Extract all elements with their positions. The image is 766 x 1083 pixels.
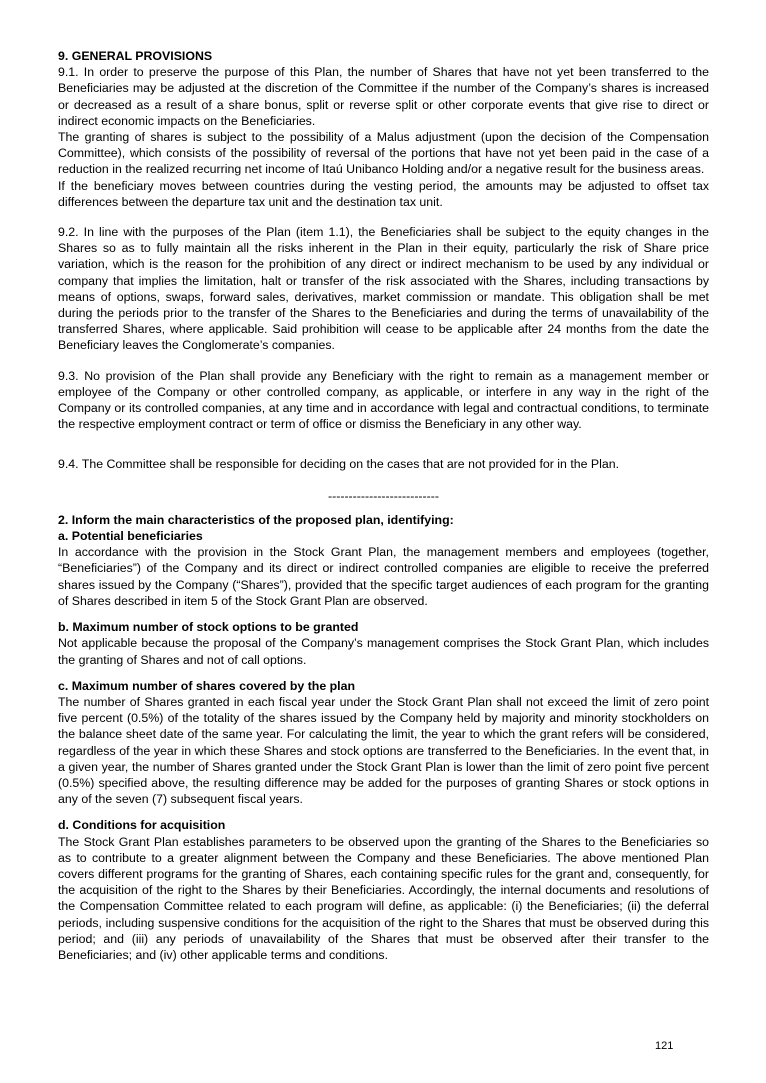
section-separator: --------------------------- [328,488,439,503]
paragraph-9-1-tax: If the beneficiary moves between countries during the vesting period, the amounts may be adjusted to offset tax differences between the departure tax unit and the destination tax unit. [58,178,709,209]
max-shares-title: c. Maximum number of shares covered by the plan [58,678,356,693]
paragraph-9-1: 9.1. In order to preserve the purpose of this Plan, the number of Shares that have not yet been transferred to the Beneficiaries may be adjusted at the discretion of the Committee if the number of the Company’s shares is increased or decreased as a result of a share bonus, split or reverse split or other corporate events that give rise to direct or indirect economic impacts on the Beneficiaries. [58,65,709,128]
section-2-heading: 2. Inform the main characteristics of the proposed plan, identifying: [58,512,454,527]
paragraph-9-4: 9.4. The Committee shall be responsible for deciding on the cases that are not provided for in the Plan. [58,457,620,472]
section-9-heading: 9. GENERAL PROVISIONS [58,49,213,63]
paragraph-9-1-malus: The granting of shares is subject to the possibility of a Malus adjustment (upon the decision of the Compensation Committee), which consists of the possibility of reversal of the portions that have not yet been paid in the case of a reduction in the realized recurring net income of Itaú Unibanco Holding and/or a negative result for the business areas. [58,130,709,177]
acquisition-conditions-title: d. Conditions for acquisition [58,818,226,833]
potential-beneficiaries-title: a. Potential beneficiaries [58,529,203,544]
document-page [58,48,709,963]
paragraph-9-3: 9.3. No provision of the Plan shall provide any Beneficiary with the right to remain as a management member or employee of the Company or other controlled company, as applicable, or interfere in any way in the right of the Company or its controlled companies, at any time and in accordance with legal and contractual conditions, to terminate the respective employment contract or term of office or dismiss the Beneficiary in any other way. [58,368,709,432]
max-stock-options-title: b. Maximum number of stock options to be granted [58,620,359,635]
acquisition-conditions-text: The Stock Grant Plan establishes parameters to be observed upon the granting of the Shares to the Beneficiaries so as to contribute to a greater alignment between the Company and these Beneficiaries. The above mentioned Plan covers different programs for the granting of Shares, each containing specific rules for the grant and, consequently, for the acquisition of the right to the Shares by their Beneficiaries. Accordingly, the internal documents and resolutions of the Compensation Committee related to each program will define, as applicable: (i) the Beneficiaries; (ii) the deferral periods, including suspensive conditions for the acquisition of the right to the Shares that must be observed during this period; and (iii) any periods of unavailability of the Shares that must be observed after their transfer to the Beneficiaries; and (iv) other applicable terms and conditions. [58,834,709,962]
max-shares-text: The number of Shares granted in each fiscal year under the Stock Grant Plan shall not exceed the limit of zero point five percent (0.5%) of the totality of the shares issued by the Company held by majority and minority stockholders on the balance sheet date of the same year. For calculating the limit, the year to which the grant refers will be considered, regardless of the year in which these Shares and stock options are transferred to the Beneficiaries. In the event that, in a given year, the number of Shares granted under the Stock Grant Plan is lower than the limit of zero point five percent (0.5%) specified above, the resulting difference may be added for the purposes of granting Shares or stock options in any of the seven (7) subsequent fiscal years. [58,694,709,807]
max-stock-options-text: Not applicable because the proposal of the Company’s management comprises the Stock Grant Plan, which includes the granting of Shares and not of call options. [58,636,709,667]
paragraph-9-2: 9.2. In line with the purposes of the Plan (item 1.1), the Beneficiaries shall be subject to the equity changes in the Shares so as to fully maintain all the risks inherent in the Plan in their equity, particularly the risk of Share price variation, which is the reason for the prohibition of any direct or indirect mechanism to be used by any individual or company that implies the limitation, halt or transfer of the risk associated with the Shares, including transactions by means of options, swaps, forward sales, derivatives, market commission or mandate. This obligation shall be met during the periods prior to the transfer of the Shares to the Beneficiaries and during the terms of unavailability of the transferred Shares, where applicable. Said prohibition will cease to be applicable after 24 months from the date the Beneficiary leaves the Conglomerate’s companies. [58,225,709,353]
page-number: 121 [655,1040,674,1052]
potential-beneficiaries-text: In accordance with the provision in the Stock Grant Plan, the management members and employees (together, “Beneficiaries”) of the Company and its direct or indirect controlled companies are eligible to receive the preferred shares issued by the Company (“Shares”), provided that the specific target audiences of each program for the granting of Shares described in item 5 of the Stock Grant Plan are observed. [58,545,709,608]
